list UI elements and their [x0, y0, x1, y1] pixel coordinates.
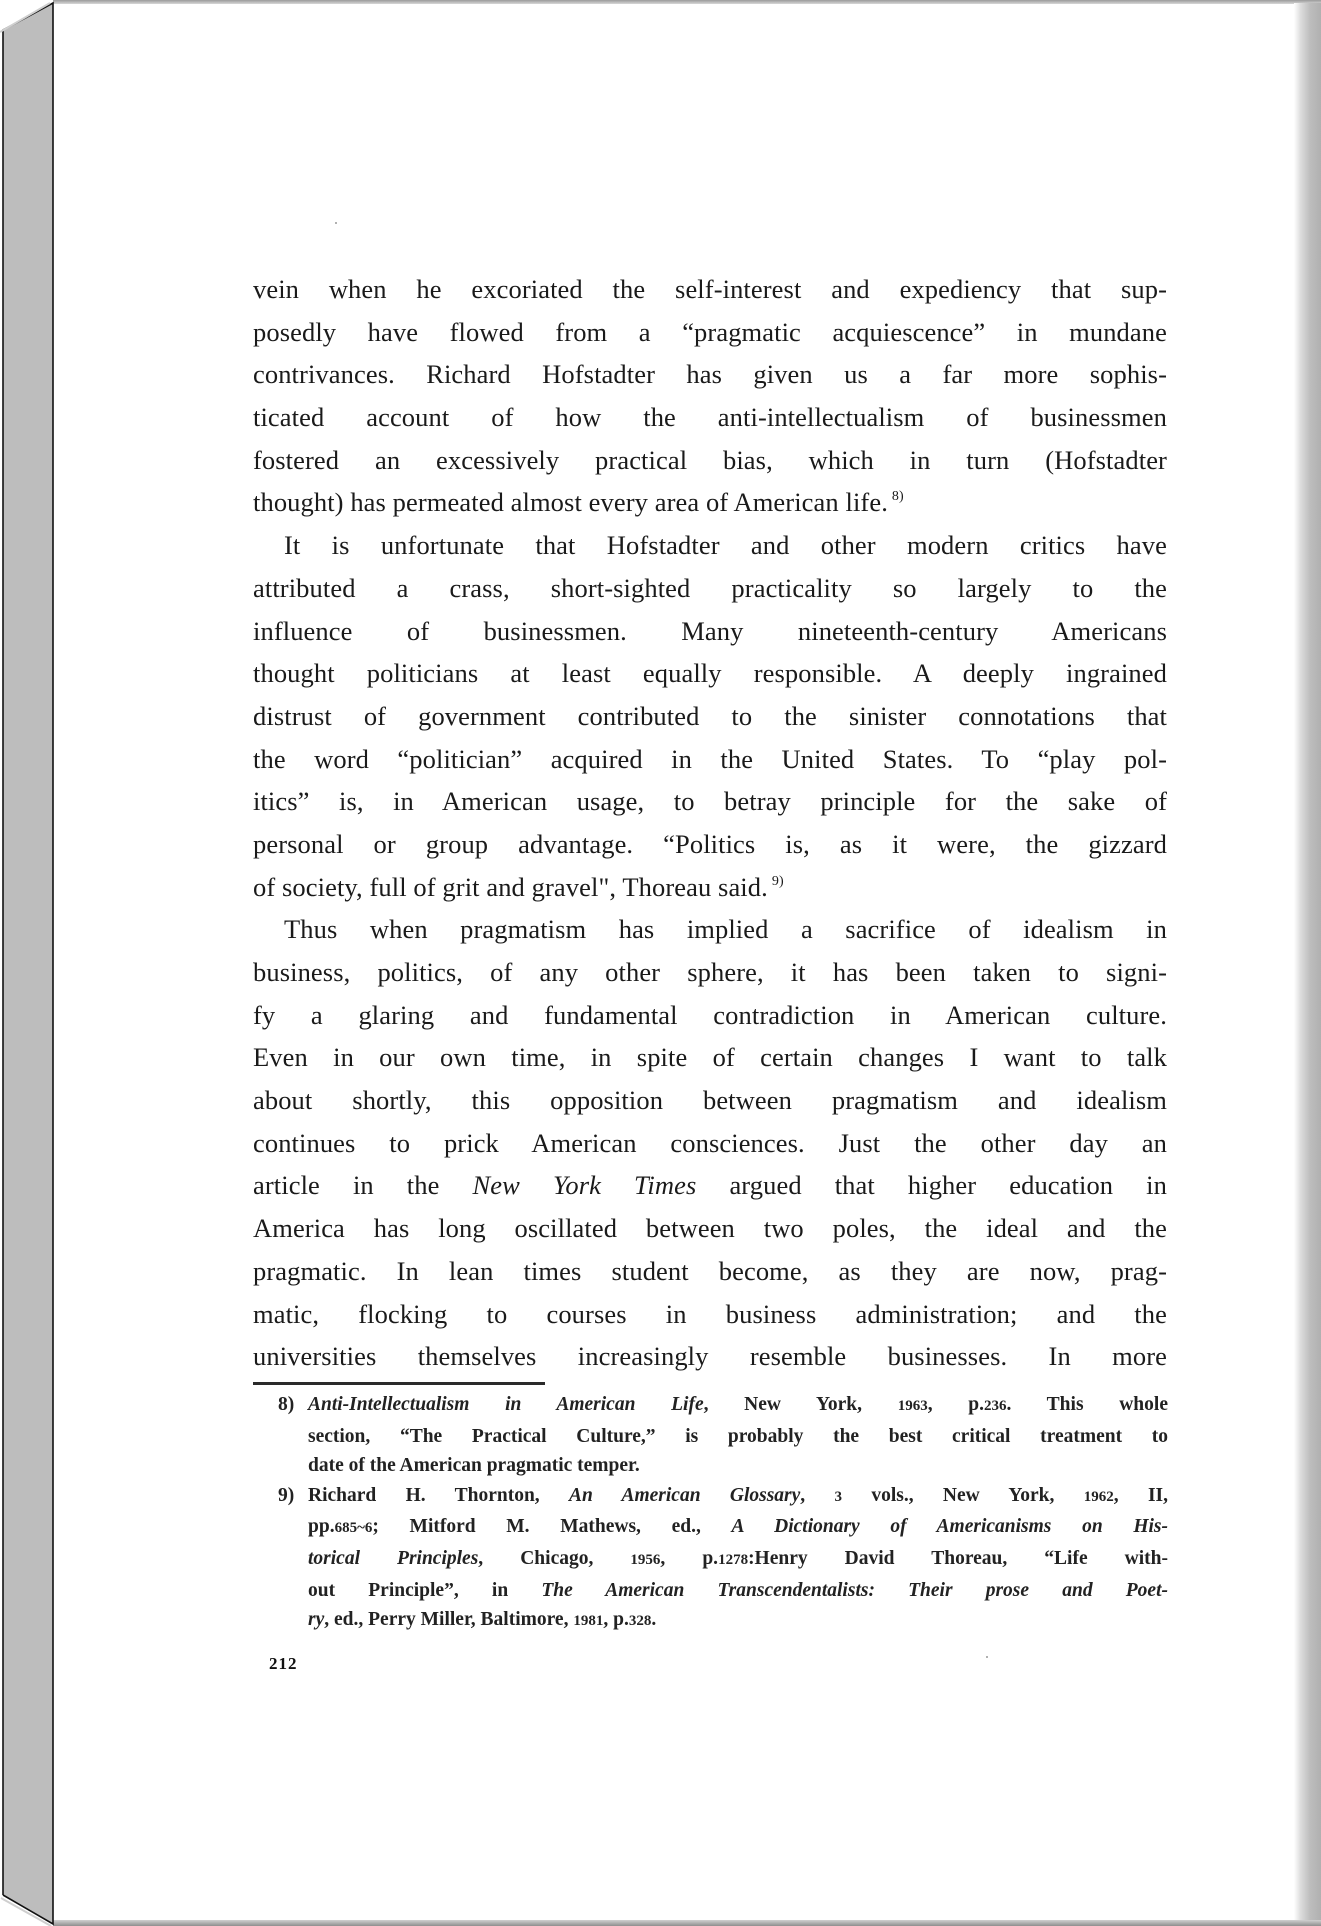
footnote-number: 9) [278, 1484, 295, 1506]
footnote-reference[interactable]: 9) [771, 873, 784, 889]
body-line: personal or group advantage. “Politics is, as it were, the gizzard [253, 828, 1167, 859]
body-line: business, politics, of any other sphere, it has been taken to signi- [253, 957, 1167, 987]
footnote-reference[interactable]: 8) [891, 489, 904, 505]
footnote-line: torical Principles, Chicago, 1956, p.1278:Henry David Thoreau, “Life with- [308, 1547, 1169, 1569]
body-line: Thus when pragmatism has implied a sacrifice of idealism in [284, 914, 1167, 945]
footnote-separator [253, 1382, 545, 1385]
book-title: An American Glossary [569, 1484, 801, 1506]
newspaper-title: New York Times [472, 1170, 697, 1201]
book-title: ry [308, 1609, 325, 1631]
book-spine [0, 0, 56, 1926]
footnote-9 [278, 1481, 1168, 1637]
body-line: pragmatic. In lean times student become, as they are now, prag- [253, 1255, 1167, 1286]
scan-speck [335, 222, 337, 224]
page-number: 212 [269, 1654, 298, 1673]
footnote-line: ry, ed., Perry Miller, Baltimore, 1981, p.328. [308, 1609, 657, 1631]
body-line: vein when he excoriated the self-interest and expediency that sup- [253, 274, 1167, 304]
footnote-line: Richard H. Thornton, An American Glossary, 3 vols., New York, 1962, II, [308, 1484, 1168, 1506]
page-right-shadow [1294, 3, 1321, 1921]
frame-bottom-edge [53, 1920, 1321, 1926]
footnote-line: pp.685~6; Mitford M. Mathews, ed., A Dictionary of Americanisms on His- [308, 1516, 1168, 1538]
scan-speck [986, 1656, 988, 1658]
body-line: universities themselves increasingly resemble businesses. In more [253, 1341, 1167, 1372]
footnote-number: 8) [278, 1394, 295, 1415]
body-text [253, 268, 1167, 1378]
footnote-line: section, “The Practical Culture,” is probably the best critical treatment to [308, 1425, 1168, 1447]
body-line: fy a glaring and fundamental contradiction in American culture. [253, 999, 1167, 1030]
body-line: article in the New York Times argued that higher education in [253, 1170, 1167, 1201]
body-line: It is unfortunate that Hofstadter and other modern critics have [284, 530, 1167, 561]
book-title: A Dictionary of Americanisms on His- [731, 1516, 1168, 1538]
footnote-line: date of the American pragmatic temper. [308, 1455, 640, 1477]
body-line: thought politicians at least equally responsible. A deeply ingrained [253, 658, 1167, 689]
body-line: Even in our own time, in spite of certain changes I want to talk [253, 1042, 1167, 1073]
body-line: influence of businessmen. Many nineteenth-century Americans [253, 615, 1167, 646]
book-title: Anti-Intellectualism in American Life [308, 1394, 704, 1415]
body-line: continues to prick American consciences. Just the other day an [253, 1127, 1167, 1158]
book-title: torical Principles [308, 1547, 479, 1569]
body-line: matic, flocking to courses in business administration; and the [253, 1298, 1167, 1329]
body-line: about shortly, this opposition between pragmatism and idealism [253, 1085, 1167, 1116]
body-line: the word “politician” acquired in the United States. To “play pol- [253, 743, 1167, 774]
body-line: posedly have flowed from a “pragmatic acquiescence” in mundane [253, 316, 1167, 347]
footnotes [278, 1390, 1168, 1637]
footnote-8 [278, 1390, 1168, 1481]
body-line: America has long oscillated between two poles, the ideal and the [253, 1213, 1167, 1244]
body-line: ticated account of how the anti-intellectualism of businessmen [253, 402, 1167, 433]
body-line: of society, full of grit and gravel", Thoreau said. $^{9)}$ [253, 871, 784, 902]
body-line: fostered an excessively practical bias, which in turn (Hofstadter [253, 444, 1167, 475]
body-line: attributed a crass, short-sighted practicality so largely to the [253, 572, 1167, 603]
body-line: itics” is, in American usage, to betray principle for the sake of [253, 786, 1167, 817]
body-line: thought) has permeated almost every area of American life. $^{8)}$ [253, 487, 904, 518]
book-title: The American Transcendentalists: Their prose and Poet- [541, 1579, 1168, 1601]
body-line: contrivances. Richard Hofstadter has given us a far more sophis- [253, 359, 1167, 390]
footnote-line: Anti-Intellectualism in American Life, New York, 1963, p.236. This whole [308, 1394, 1168, 1415]
body-line: distrust of government contributed to the sinister connotations that [253, 700, 1167, 731]
footnote-line: out Principle”, in The American Transcendentalists: Their prose and Poet- [308, 1579, 1168, 1601]
